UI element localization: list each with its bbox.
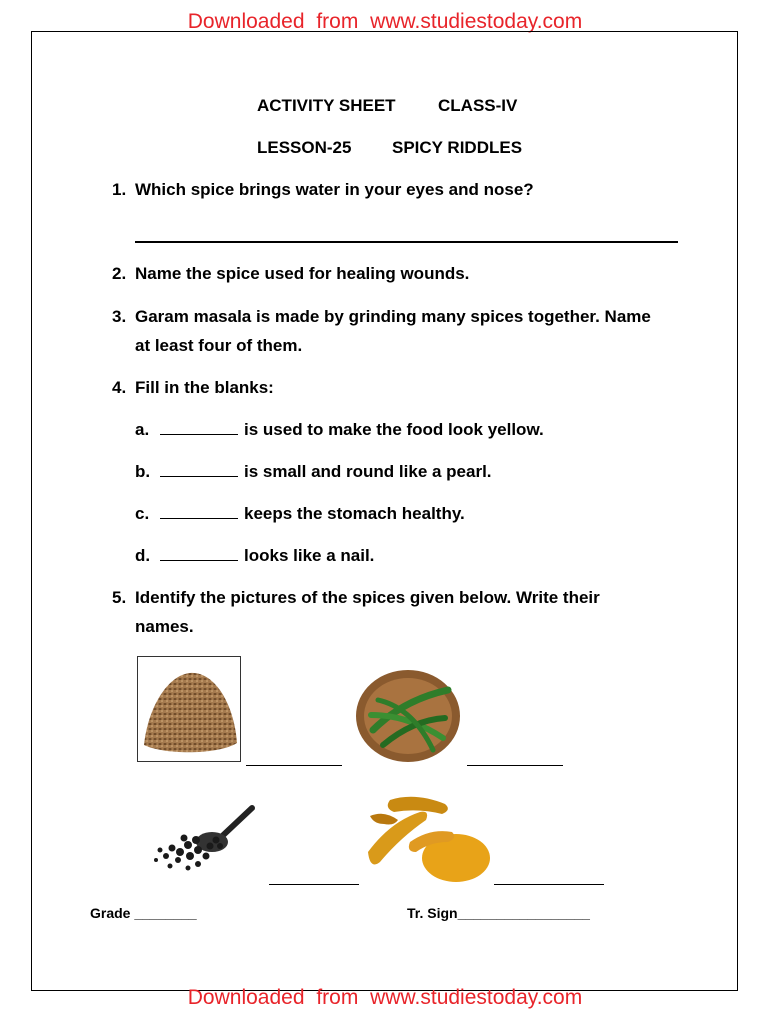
lesson-label: LESSON-25 [257, 138, 352, 157]
blank-b-text: is small and round like a pearl. [244, 462, 492, 481]
blank-c-text: keeps the stomach healthy. [244, 504, 465, 523]
blank-c [135, 504, 465, 524]
answer-line-picture-4[interactable] [494, 884, 604, 885]
blank-a-label: a. [135, 420, 150, 439]
topic-label: SPICY RIDDLES [392, 138, 523, 157]
blank-a [135, 420, 544, 440]
question-5-line-1: Identify the pictures of the spices given below. Write their [135, 588, 600, 607]
question-1-text: Which spice brings water in your eyes and nose? [135, 180, 534, 199]
spice-picture-seeds [137, 656, 241, 762]
blank-b-label: b. [135, 462, 151, 481]
question-4-number: 4. [112, 378, 127, 397]
question-1-number: 1. [112, 180, 127, 199]
blank-d-text: looks like a nail. [244, 546, 375, 565]
spice-picture-pepper [148, 800, 258, 882]
blank-b-field[interactable] [160, 462, 238, 477]
question-3-number: 3. [112, 307, 127, 326]
question-3-line-2: at least four of them. [135, 336, 303, 355]
blank-d-label: d. [135, 546, 151, 565]
answer-line-1[interactable] [135, 241, 678, 243]
grade-field[interactable]: Grade ________ [90, 905, 197, 921]
question-4-text: Fill in the blanks: [135, 378, 274, 397]
answer-line-picture-2[interactable] [467, 765, 563, 766]
question-5-line-2: names. [135, 617, 194, 636]
blank-c-label: c. [135, 504, 150, 523]
blank-d-field[interactable] [160, 546, 238, 561]
question-3-line-1: Garam masala is made by grinding many spices together. Name [135, 307, 651, 326]
blank-d [135, 546, 374, 566]
blank-c-field[interactable] [160, 504, 238, 519]
class-label: CLASS-IV [438, 96, 518, 115]
spice-picture-chillies [353, 660, 463, 764]
answer-line-picture-3[interactable] [269, 884, 359, 885]
answer-line-picture-1[interactable] [246, 765, 342, 766]
question-2-text: Name the spice used for healing wounds. [135, 264, 470, 283]
blank-a-field[interactable] [160, 420, 238, 435]
question-5-number: 5. [112, 588, 127, 607]
question-2-number: 2. [112, 264, 127, 283]
watermark-bottom: Downloaded from www.studiestoday.com [187, 986, 583, 1009]
blank-a-text: is used to make the food look yellow. [244, 420, 544, 439]
spice-picture-turmeric [360, 782, 490, 886]
teacher-sign-field[interactable]: Tr. Sign_________________ [407, 905, 590, 921]
watermark-top: Downloaded from www.studiestoday.com [187, 10, 583, 33]
blank-b [135, 462, 492, 482]
sheet-title: ACTIVITY SHEET [257, 96, 396, 115]
